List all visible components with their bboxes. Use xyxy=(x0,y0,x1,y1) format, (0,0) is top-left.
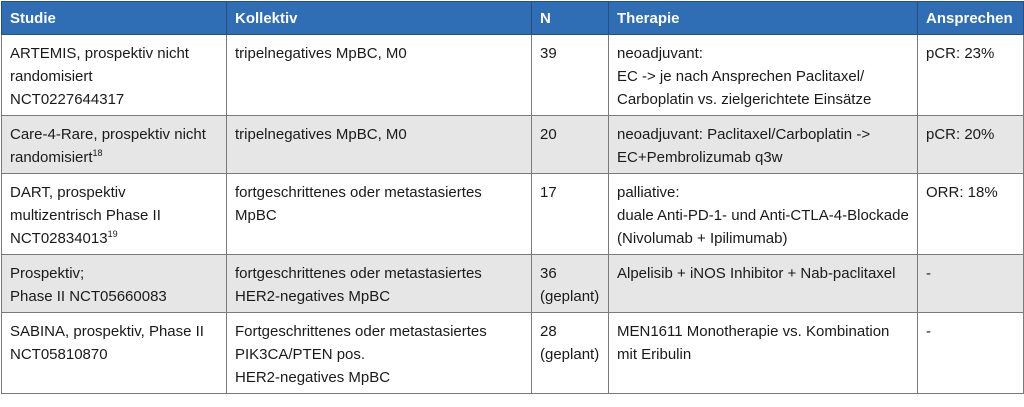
header-kollektiv: Kollektiv xyxy=(227,2,532,35)
table-row xyxy=(2,35,1024,116)
cell-studie xyxy=(2,313,227,394)
cell-studie xyxy=(2,255,227,313)
cell-ansprechen: pCR: 20% xyxy=(918,116,1024,174)
table-row xyxy=(2,313,1024,394)
study-table xyxy=(1,1,1024,394)
cell-ansprechen: ORR: 18% xyxy=(918,174,1024,255)
cell-kollektiv: tripelnegatives MpBC, M0 xyxy=(227,35,532,116)
cell-studie xyxy=(2,174,227,255)
table-row xyxy=(2,116,1024,174)
cell-studie xyxy=(2,35,227,116)
table-body xyxy=(2,35,1024,394)
header-ansprechen: Ansprechen xyxy=(918,2,1024,35)
studie-text: Care-4-Rare, prospektiv nicht randomisiert xyxy=(10,126,206,166)
table-header xyxy=(2,2,1024,35)
cell-kollektiv: fortgeschrittenes oder metastasiertes HER2-negatives MpBC xyxy=(227,255,532,313)
table-row xyxy=(2,174,1024,255)
table-row xyxy=(2,255,1024,313)
cell-studie xyxy=(2,116,227,174)
cell-therapie: neoadjuvant: EC -> je nach Ansprechen Paclitaxel/ Carboplatin vs. zielgerichtete Einsätze xyxy=(609,35,918,116)
header-studie: Studie xyxy=(2,2,227,35)
cell-kollektiv: Fortgeschrittenes oder metastasiertes PIK3CA/PTEN pos. HER2-negatives MpBC xyxy=(227,313,532,394)
studie-text: DART, prospektiv multizentrisch Phase II NCT02834013 xyxy=(10,184,161,247)
footnote-ref: 19 xyxy=(107,229,118,239)
cell-ansprechen: pCR: 23% xyxy=(918,35,1024,116)
cell-therapie: Alpelisib + iNOS Inhibitor + Nab-paclitaxel xyxy=(609,255,918,313)
cell-therapie: neoadjuvant: Paclitaxel/Carboplatin -> EC+Pembrolizumab q3w xyxy=(609,116,918,174)
cell-n: 17 xyxy=(532,174,609,255)
cell-kollektiv: fortgeschrittenes oder metastasiertes MpBC xyxy=(227,174,532,255)
cell-kollektiv: tripelnegatives MpBC, M0 xyxy=(227,116,532,174)
studie-text: ARTEMIS, prospektiv nicht randomisiert NCT0227644317 xyxy=(10,45,189,108)
footnote-ref: 18 xyxy=(92,148,103,158)
header-n: N xyxy=(532,2,609,35)
header-row xyxy=(2,2,1024,35)
studie-text: Prospektiv; Phase II NCT05660083 xyxy=(10,265,167,305)
cell-n: 20 xyxy=(532,116,609,174)
cell-n: 36 (geplant) xyxy=(532,255,609,313)
cell-ansprechen: - xyxy=(918,255,1024,313)
cell-n: 39 xyxy=(532,35,609,116)
header-therapie: Therapie xyxy=(609,2,918,35)
cell-ansprechen: - xyxy=(918,313,1024,394)
cell-therapie: palliative: duale Anti-PD-1- und Anti-CTLA-4-Blockade (Nivolumab + Ipilimumab) xyxy=(609,174,918,255)
cell-therapie: MEN1611 Monotherapie vs. Kombination mit Eribulin xyxy=(609,313,918,394)
cell-n: 28 (geplant) xyxy=(532,313,609,394)
studie-text: SABINA, prospektiv, Phase II NCT05810870 xyxy=(10,323,204,363)
